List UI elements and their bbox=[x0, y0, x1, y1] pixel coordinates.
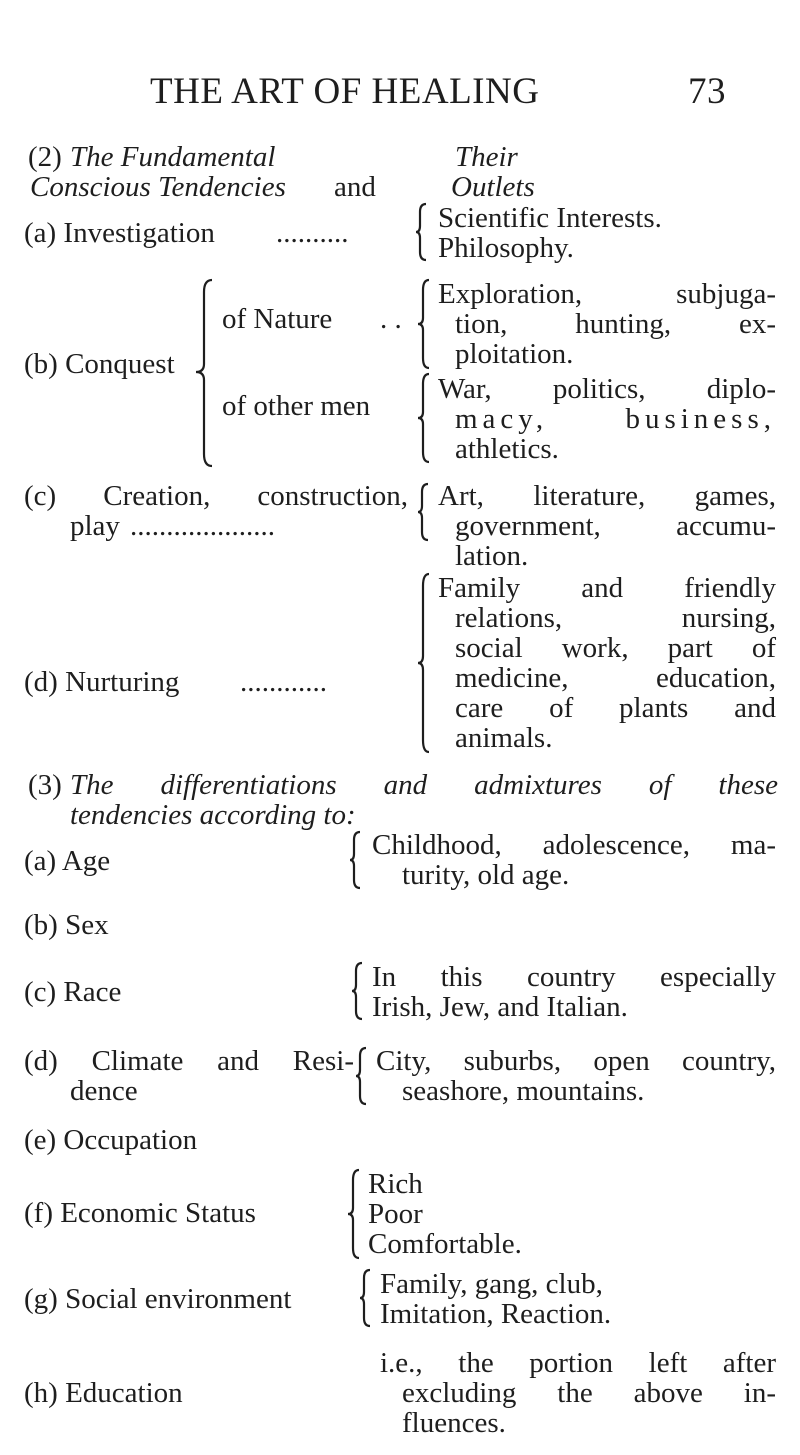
brace-nurturing bbox=[416, 572, 432, 754]
outlet-nature-2: tion, hunting, ex- bbox=[455, 308, 776, 340]
outlet-nature-1: Exploration, subjuga- bbox=[438, 278, 776, 310]
page-number: 73 bbox=[688, 71, 726, 112]
heading-and: and bbox=[334, 171, 376, 203]
factor-economic-label: (f) Economic Status bbox=[24, 1197, 256, 1229]
outlet-nurturing-1: Family and friendly bbox=[438, 572, 776, 604]
factor-race-value-2: Irish, Jew, and Italian. bbox=[372, 991, 628, 1023]
factor-age-label: (a) Age bbox=[24, 845, 111, 877]
running-title: THE ART OF HEALING bbox=[150, 71, 540, 112]
section-3-heading-1: The differentiations and admixtures of these bbox=[70, 769, 778, 801]
factor-economic-value-3: Comfortable. bbox=[368, 1228, 522, 1260]
outlet-creation-1: Art, literature, games, bbox=[438, 480, 776, 512]
factor-climate-label-2: dence bbox=[70, 1075, 138, 1107]
brace-creation bbox=[416, 482, 432, 542]
brace-economic bbox=[346, 1168, 362, 1260]
heading-their: Their bbox=[455, 141, 518, 173]
outlet-nurturing-2: relations, nursing, bbox=[455, 602, 776, 634]
factor-race-label: (c) Race bbox=[24, 976, 122, 1008]
section-3-number: (3) bbox=[28, 769, 62, 801]
factor-race-value-1: In this country especially bbox=[372, 961, 776, 993]
outlet-men-1: War, politics, diplo- bbox=[438, 373, 776, 405]
outlet-nurturing-4: medicine, education, bbox=[455, 662, 776, 694]
brace-social bbox=[358, 1268, 374, 1328]
conquest-men-label: of other men bbox=[222, 390, 371, 422]
item-creation-play: play bbox=[70, 510, 120, 542]
factor-education-value-3: fluences. bbox=[402, 1407, 506, 1439]
section-2-number: (2) bbox=[28, 141, 62, 173]
heading-conscious-tendencies: Conscious Tendencies bbox=[30, 171, 286, 203]
item-investigation-dots: .......... bbox=[276, 217, 349, 249]
factor-education-value-2: excluding the above in- bbox=[402, 1377, 776, 1409]
item-nurturing-label: (d) Nurturing bbox=[24, 666, 180, 698]
outlet-nurturing-3: social work, part of bbox=[455, 632, 776, 664]
factor-education-value-1: i.e., the portion left after bbox=[380, 1347, 776, 1379]
brace-conquest-left bbox=[194, 278, 214, 468]
factor-education-label: (h) Education bbox=[24, 1377, 183, 1409]
outlet-nature-3: ploitation. bbox=[455, 338, 574, 370]
conquest-nature-dots: . . bbox=[380, 303, 402, 335]
item-creation-dots: .................... bbox=[130, 510, 275, 542]
outlet-investigation-1: Scientific Interests. bbox=[438, 202, 662, 234]
factor-climate-value-2: seashore, mountains. bbox=[402, 1075, 645, 1107]
factor-age-value-1: Childhood, adolescence, ma- bbox=[372, 829, 776, 861]
outlet-nurturing-5: care of plants and bbox=[455, 692, 776, 724]
section-3-heading-2: tendencies according to: bbox=[70, 799, 356, 831]
item-conquest-label: (b) Conquest bbox=[24, 348, 175, 380]
factor-economic-value-1: Rich bbox=[368, 1168, 423, 1200]
brace-age bbox=[348, 830, 364, 890]
factor-climate-label: (d) Climate and Resi- bbox=[24, 1045, 354, 1077]
outlet-creation-2: government, accumu- bbox=[455, 510, 776, 542]
item-nurturing-dots: ............ bbox=[240, 666, 327, 698]
brace-investigation bbox=[414, 202, 430, 262]
brace-conquest-men bbox=[416, 372, 432, 464]
heading-outlets: Outlets bbox=[451, 171, 535, 203]
factor-climate-value-1: City, suburbs, open country, bbox=[376, 1045, 776, 1077]
factor-occupation-label: (e) Occupation bbox=[24, 1124, 198, 1156]
outlet-nurturing-6: animals. bbox=[455, 722, 553, 754]
factor-social-label: (g) Social environment bbox=[24, 1283, 292, 1315]
item-investigation-label: (a) Investigation bbox=[24, 217, 215, 249]
brace-race bbox=[350, 961, 366, 1021]
outlet-men-3: athletics. bbox=[455, 433, 559, 465]
factor-sex-label: (b) Sex bbox=[24, 909, 109, 941]
brace-conquest-nature bbox=[416, 278, 432, 370]
factor-economic-value-2: Poor bbox=[368, 1198, 423, 1230]
outlet-men-2: macy, business, bbox=[455, 403, 776, 435]
factor-social-value-2: Imitation, Reaction. bbox=[380, 1298, 612, 1330]
factor-social-value-1: Family, gang, club, bbox=[380, 1268, 603, 1300]
brace-climate bbox=[354, 1046, 370, 1106]
heading-fundamental: The Fundamental bbox=[70, 141, 276, 173]
outlet-creation-3: lation. bbox=[455, 540, 529, 572]
item-creation-label: (c) Creation, construction, bbox=[24, 480, 408, 512]
outlet-investigation-2: Philosophy. bbox=[438, 232, 574, 264]
factor-age-value-2: turity, old age. bbox=[402, 859, 570, 891]
conquest-nature-label: of Nature bbox=[222, 303, 333, 335]
